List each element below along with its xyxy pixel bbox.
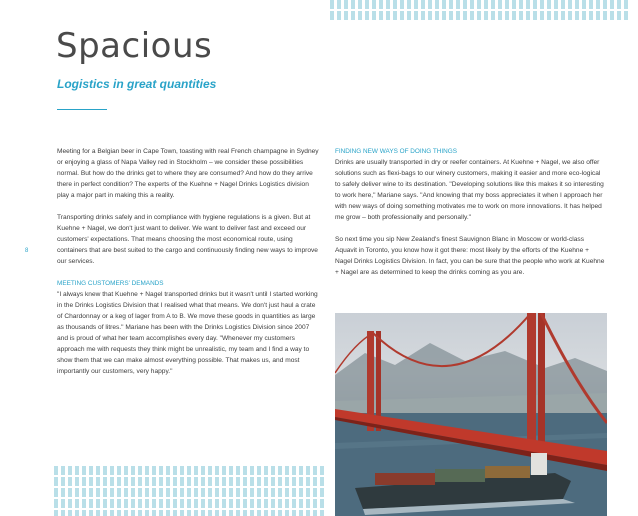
left-paragraph-2: Transporting drinks safely and in compliance with hygiene regulations is a given. But at Kuehne + Nagel, we don't just want to deliver. We want to deliver fast and exceed our customers' expectations. That means choosing the most economical route, using containers that are best suited to the cargo and continuously finding new ways to improve our services.	[57, 214, 318, 265]
decorative-pattern-bottom	[54, 466, 324, 516]
title-divider	[57, 109, 107, 110]
photo-illustration	[335, 313, 607, 516]
left-section-block	[57, 278, 319, 377]
ship-containers-2	[435, 469, 485, 482]
left-paragraph-3: "I always knew that Kuehne + Nagel transported drinks but it wasn't until I started working in the Drinks Logistics Division that I realised what that means. We don't just haul a crate of Chardonnay or a keg of lager from A to B. We move these goods in quantities as large as thousands of litres." Mariane has been with the Drinks Logistics Division since 2007 and is proud of what her team accomplishes every day. "Whenever my customers approach me with requests they think might be unrealistic, my team and I find a way to show them that we can make almost everything possible. That makes us, and most importantly our customers, very happy."	[57, 291, 318, 375]
section-heading-customers-demands: MEETING CUSTOMERS' DEMANDS	[57, 280, 164, 287]
right-paragraph-1: Drinks are usually transported in dry or reefer containers. At Kuehne + Nagel, we also offer solutions such as flexi-bags to our winery customers, making it easier and more eco-logical to safely deliver wine to its destination. "Developing solutions like this makes it so interesting to work here," Mariane says. "And knowing that my boss appreciates it when I approach her with new ways of doing something motivates me to work on more innovations. It has helped me grow – both professionally and personally."	[335, 159, 604, 221]
left-paragraph-1: Meeting for a Belgian beer in Cape Town, toasting with real French champagne in Sydney or enjoying a glass of Napa Valley red in Stockholm – we consider these possibilities normal. But how do the drinks get to where they are consumed? And how do they arrive there in perfect condition? The experts of the Kuehne + Nagel Drinks Logistics division play a major part in making this a reality.	[57, 148, 319, 199]
right-text-column	[335, 146, 607, 289]
right-paragraph-2: So next time you sip New Zealand's finest Sauvignon Blanc in Moscow or world-class Aquavit in Toronto, you know how it got there: most likely by the efforts of the Kuehne + Nagel Drinks Logistics Division. In fact, you can be sure that the people who work at Kuehne + Nagel are as determined to keep the drinks coming as you are.	[335, 236, 605, 276]
decorative-pattern-top	[330, 0, 630, 20]
ship-containers-1	[375, 473, 435, 485]
left-text-column	[57, 146, 319, 388]
bridge-tower-right	[527, 313, 536, 453]
section-heading-new-ways: FINDING NEW WAYS OF DOING THINGS	[335, 148, 458, 155]
page-title: Spacious	[56, 26, 213, 66]
right-section-block	[335, 146, 607, 223]
golden-gate-ship-photo	[335, 313, 607, 516]
ship-bridge	[531, 453, 547, 475]
ship-containers-3	[485, 466, 530, 478]
page-subtitle: Logistics in great quantities	[57, 77, 217, 91]
page-number: 8	[25, 248, 29, 254]
bridge-tower-right-2	[538, 313, 545, 453]
